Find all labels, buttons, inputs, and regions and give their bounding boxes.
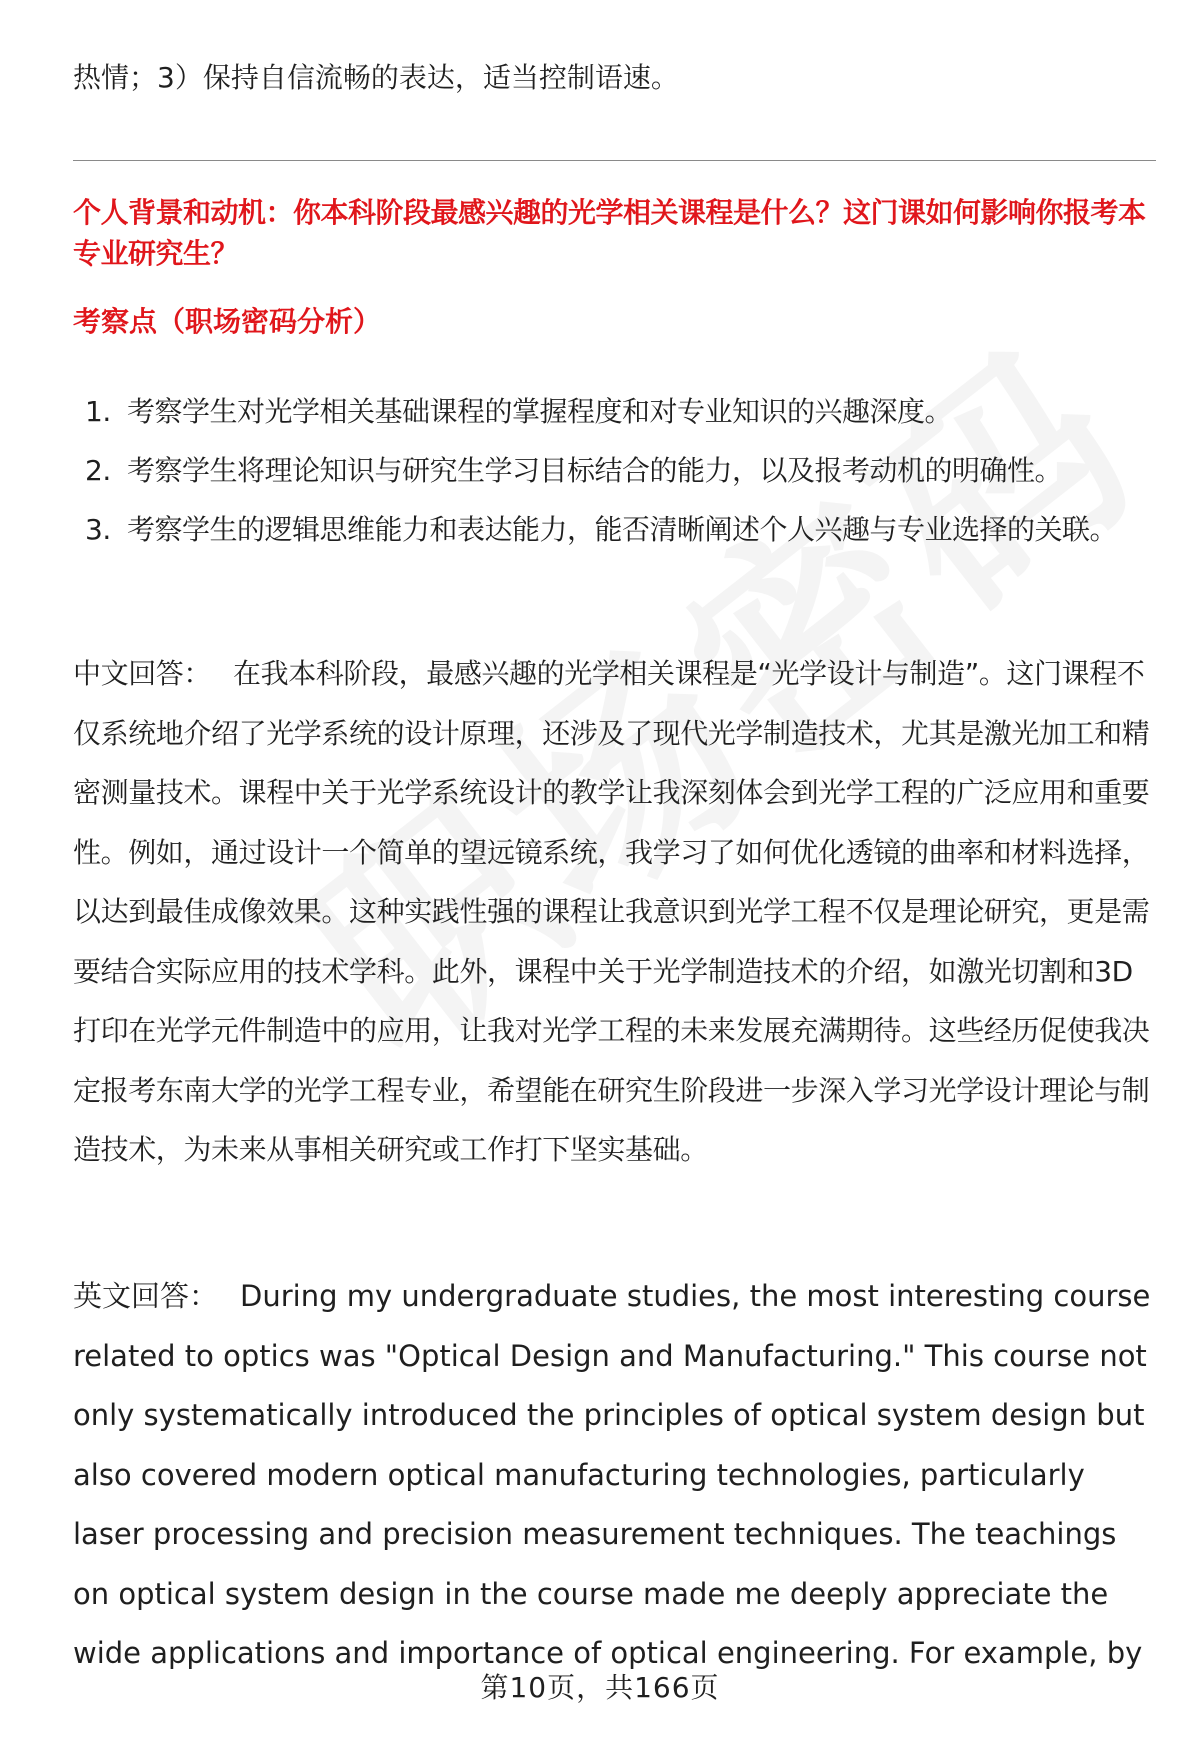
list-item-number: 1.	[85, 395, 111, 428]
list-item	[73, 382, 1156, 441]
english-answer-label: 英文回答：	[73, 1279, 219, 1313]
chinese-answer-label: 中文回答：	[73, 657, 212, 690]
list-item-number: 3.	[85, 513, 111, 546]
list-item-number: 2.	[85, 454, 111, 487]
page-number-footer: 第10页，共166页	[480, 1671, 720, 1704]
intro-text: 热情；3）保持自信流畅的表达，适当控制语速。	[73, 61, 679, 94]
chinese-answer-text: 在我本科阶段，最感兴趣的光学相关课程是“光学设计与制造”。这门课程不仅系统地介绍了光学系统的设计原理，还涉及了现代光学制造技术，尤其是激光加工和精密测量技术。课程中关于光学系统设计的教学让我深刻体会到光学工程的广泛应用和重要性。例如，通过设计一个简单的望远镜系统，我学习了如何优化透镜的曲率和材料选择，以达到最佳成像效果。这种实践性强的课程让我意识到光学工程不仅是理论研究，更是需要结合实际应用的技术学科。此外，课程中关于光学制造技术的介绍，如激光切割和3D打印在光学元件制造中的应用，让我对光学工程的未来发展充满期待。这些经历促使我决定报考东南大学的光学工程专业，希望能在研究生阶段进一步深入学习光学设计理论与制造技术，为未来从事相关研究或工作打下坚实基础。	[73, 657, 1150, 1166]
chinese-answer	[73, 644, 1156, 1180]
question-heading: 个人背景和动机：你本科阶段最感兴趣的光学相关课程是什么？这门课如何影响你报考本专业研究生？	[73, 196, 1146, 270]
list-item-text: 考察学生对光学相关基础课程的掌握程度和对专业知识的兴趣深度。	[127, 395, 953, 428]
list-item-text: 考察学生的逻辑思维能力和表达能力，能否清晰阐述个人兴趣与专业选择的关联。	[127, 513, 1118, 546]
list-item	[73, 500, 1156, 559]
english-answer-text: During my undergraduate studies, the most interesting course related to optics was "Optical Design and Manufacturing." This course not only systematically introduced the principles of optical system design but also covered modern optical manufacturing technologies, particularly laser processing and precision measurement techniques. The teachings on optical system design in the course made me deeply appreciate the wide applications and importance of optical engineering. For example, by	[73, 1279, 1151, 1670]
list-item-text: 考察学生将理论知识与研究生学习目标结合的能力，以及报考动机的明确性。	[127, 454, 1063, 487]
assessment-points-list	[73, 382, 1156, 559]
section-divider	[73, 160, 1156, 161]
english-answer	[73, 1267, 1156, 1684]
assessment-points-heading: 考察点（职场密码分析）	[73, 305, 382, 338]
list-item	[73, 441, 1156, 500]
